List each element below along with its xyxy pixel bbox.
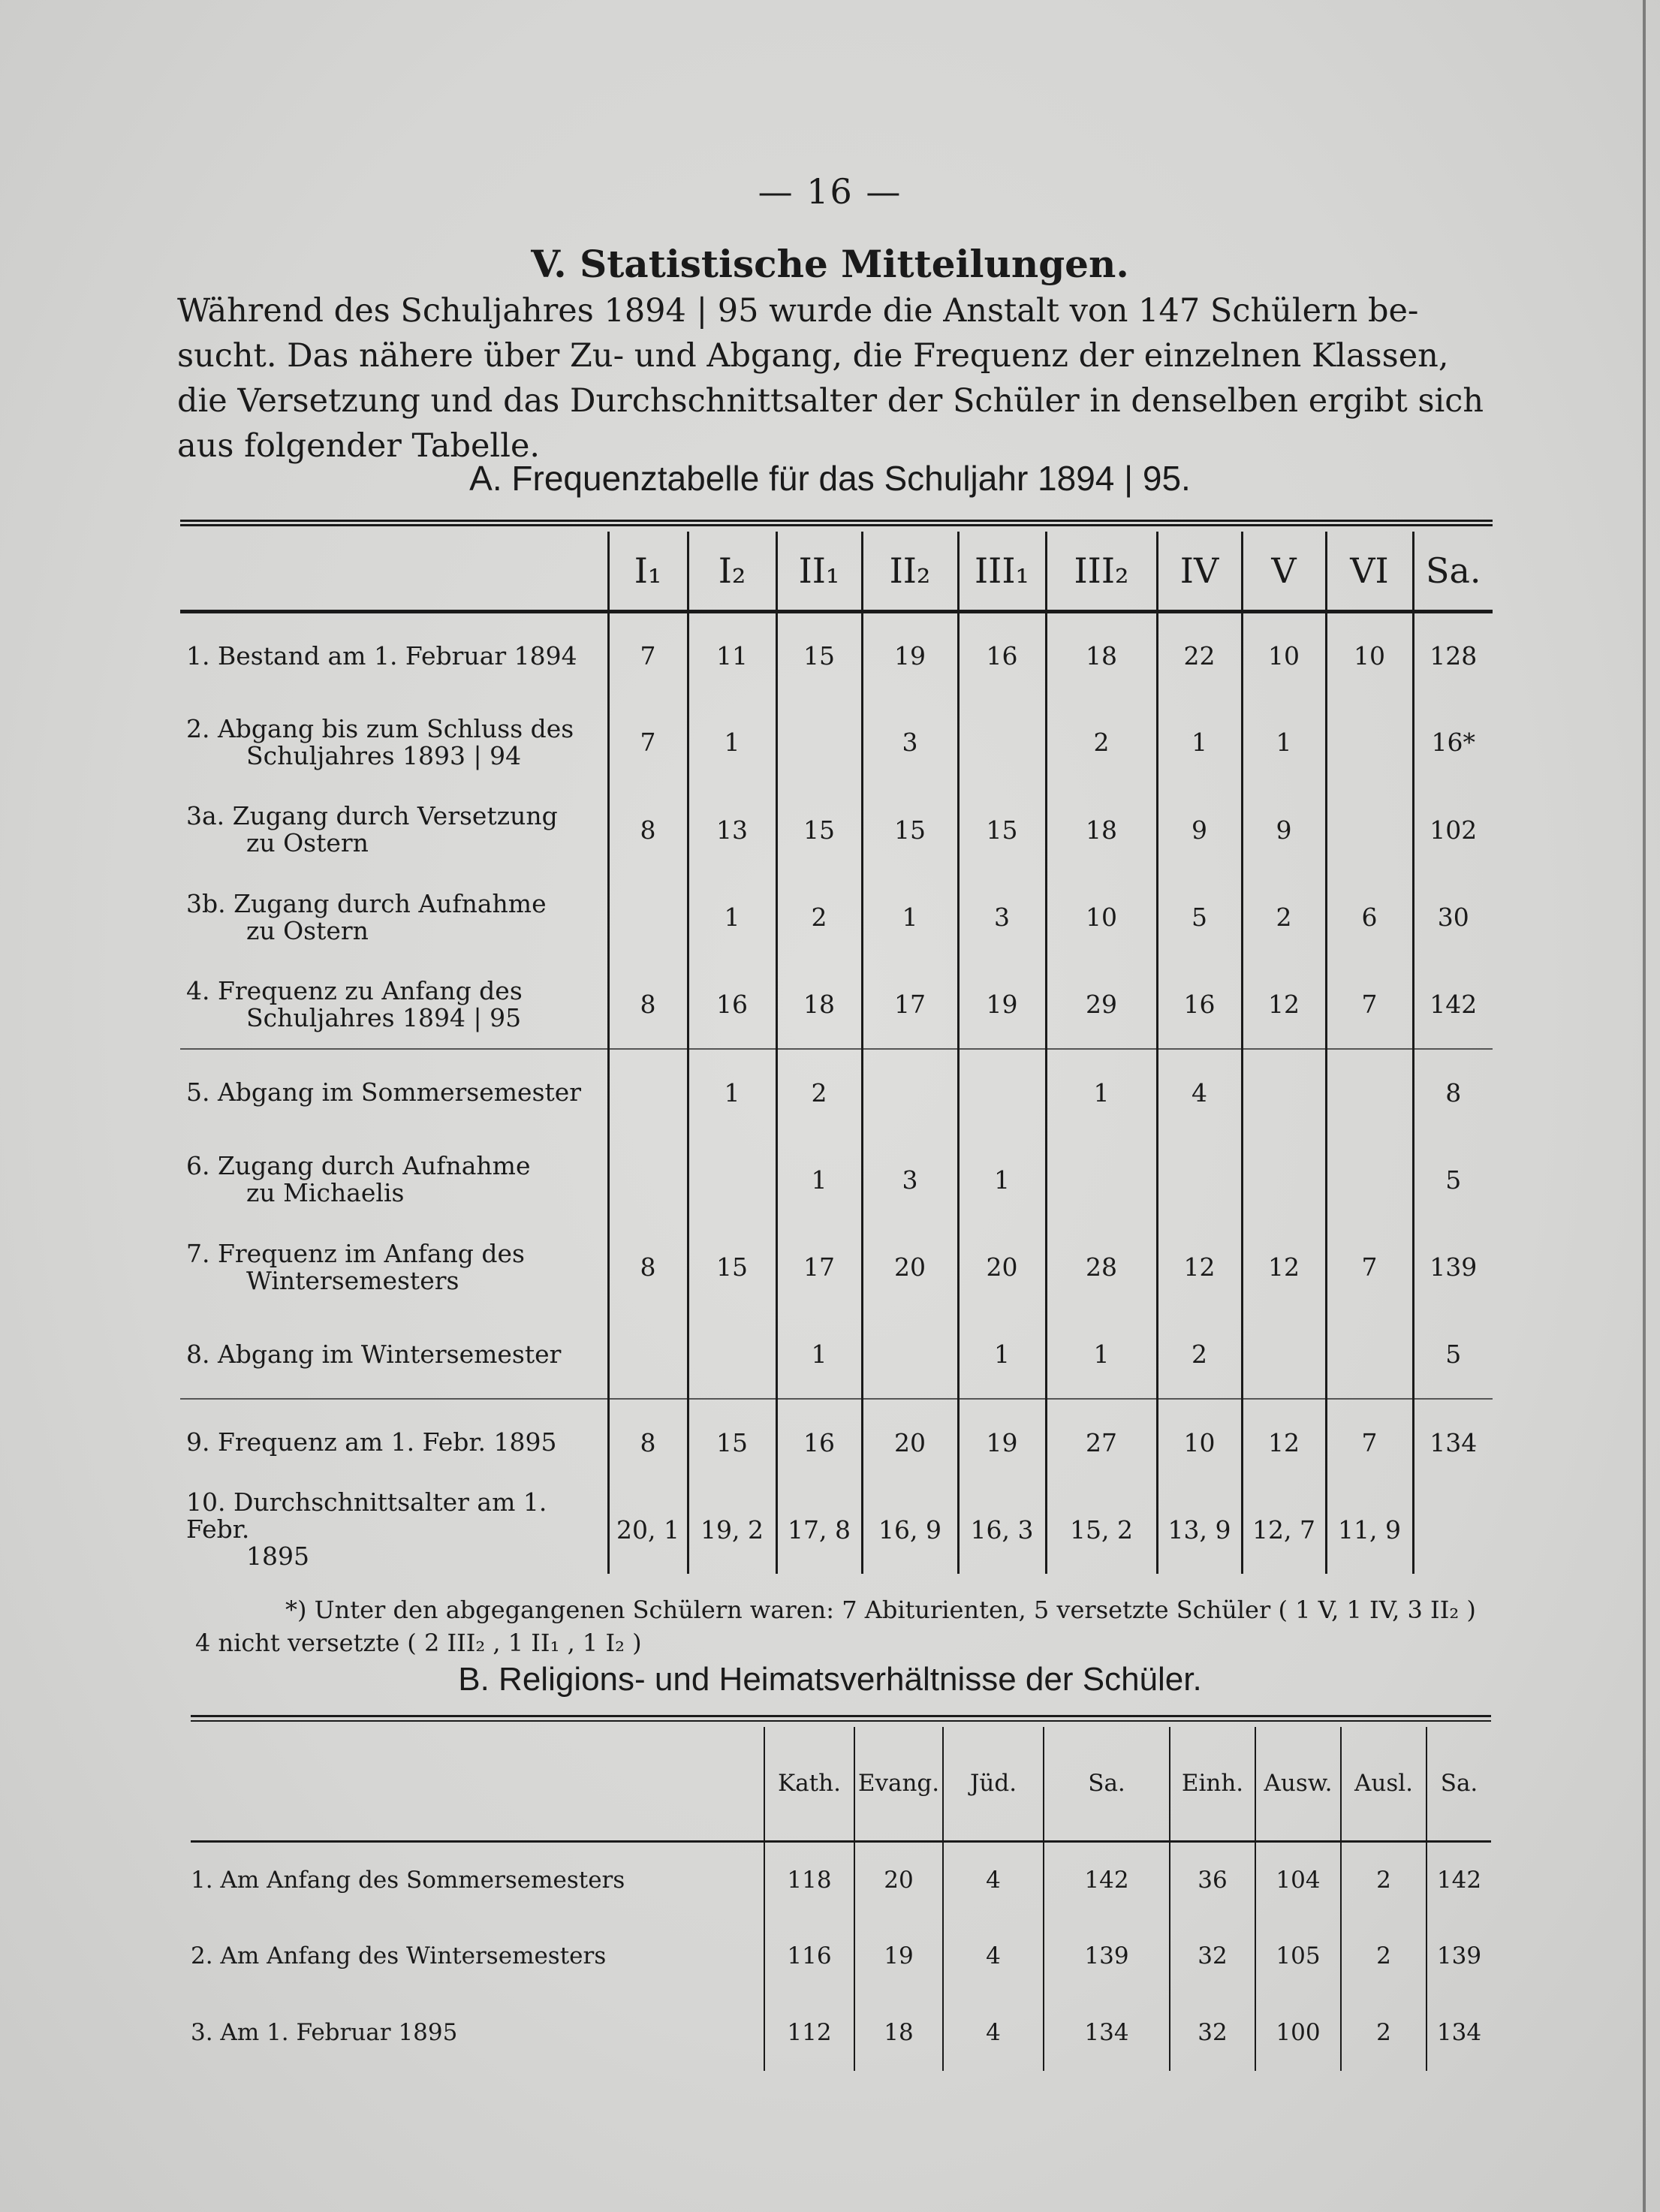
table-cell	[1242, 1311, 1326, 1399]
row-label	[180, 1136, 608, 1224]
table-cell: 1	[958, 1136, 1046, 1224]
table-cell: 32	[1170, 1918, 1255, 1994]
row-label-line: 5. Abgang im Sommersemester	[186, 1077, 582, 1108]
column-header: III₂	[1046, 532, 1157, 611]
table-row	[180, 961, 1493, 1049]
table-cell	[1242, 1049, 1326, 1137]
table-cell	[1326, 1049, 1413, 1137]
row-label-line: 9. Frequenz am 1. Febr. 1895	[186, 1427, 557, 1457]
table-b-top-rule-double	[191, 1720, 1491, 1722]
table-cell	[862, 1049, 958, 1137]
table-row	[180, 1311, 1493, 1399]
table-cell: 2	[776, 1049, 862, 1137]
table-cell: 32	[1170, 1994, 1255, 2071]
table-row	[180, 1049, 1493, 1137]
row-label: 2. Am Anfang des Wintersemesters	[191, 1942, 607, 1969]
row-label-line: zu Ostern	[246, 828, 369, 858]
table-cell: 19	[958, 961, 1046, 1049]
table-row	[180, 1399, 1493, 1487]
table-cell: 30	[1413, 874, 1493, 962]
table-cell: 16*	[1413, 699, 1493, 787]
table-cell: 5	[1413, 1311, 1493, 1399]
table-cell	[1242, 1136, 1326, 1224]
table-cell: 10	[1242, 611, 1326, 699]
table-row	[191, 1918, 1491, 1994]
table-cell: 116	[764, 1918, 854, 1994]
column-header: VI	[1326, 532, 1413, 611]
row-label	[180, 1486, 608, 1574]
table-cell: 7	[1326, 1399, 1413, 1487]
table-cell: 3	[862, 1136, 958, 1224]
table-cell: 1	[776, 1311, 862, 1399]
table-cell: 105	[1255, 1918, 1341, 1994]
intro-line: sucht. Das nähere über Zu- und Abgang, die Frequenz der einzelnen Klassen,	[177, 337, 1449, 375]
table-cell: 16	[1157, 961, 1242, 1049]
row-label	[180, 699, 608, 787]
table-cell: 102	[1413, 786, 1493, 874]
table-cell: 20, 1	[608, 1486, 688, 1574]
frequency-table	[180, 532, 1493, 1574]
intro-line: die Versetzung und das Durchschnittsalter der Schüler in denselben ergibt sich	[177, 382, 1484, 420]
table-row	[180, 874, 1493, 962]
column-header: V	[1242, 532, 1326, 611]
table-row	[180, 611, 1493, 699]
table-cell: 20	[862, 1399, 958, 1487]
column-header: II₂	[862, 532, 958, 611]
row-label: 3. Am 1. Februar 1895	[191, 2019, 458, 2046]
table-a-title: A. Frequenztabelle für das Schuljahr 1894 | 95.	[469, 459, 1191, 498]
table-cell: 28	[1046, 1224, 1157, 1312]
table-cell: 8	[608, 1399, 688, 1487]
table-cell: 134	[1044, 1994, 1170, 2071]
table-cell: 16, 9	[862, 1486, 958, 1574]
footnote-line: *) Unter den abgegangenen Schülern waren: 7 Abiturienten, 5 versetzte Schüler ( 1 V, 1 IV, 3 II₂ )	[285, 1596, 1476, 1624]
table-a-top-rule	[180, 520, 1493, 522]
table-cell: 4	[943, 1841, 1044, 1918]
row-label-line: 1. Bestand am 1. Februar 1894	[186, 640, 577, 671]
row-label-line: 4. Frequenz zu Anfang des	[186, 975, 523, 1005]
row-label-line: zu Michaelis	[246, 1178, 405, 1208]
table-cell	[862, 1311, 958, 1399]
table-cell: 6	[1326, 874, 1413, 962]
table-cell: 19, 2	[688, 1486, 776, 1574]
row-label	[180, 1224, 608, 1312]
row-label-line: 7. Frequenz im Anfang des	[186, 1238, 525, 1268]
column-header: III₁	[958, 532, 1046, 611]
table-cell: 15	[776, 611, 862, 699]
table-row	[191, 1994, 1491, 2071]
table-cell: 4	[943, 1918, 1044, 1994]
table-cell: 20	[958, 1224, 1046, 1312]
table-cell: 19	[854, 1918, 943, 1994]
table-cell: 2	[1341, 1994, 1427, 2071]
table-cell	[958, 699, 1046, 787]
table-row	[180, 786, 1493, 874]
table-row	[191, 1841, 1491, 1918]
table-cell: 8	[608, 961, 688, 1049]
table-cell: 15	[958, 786, 1046, 874]
table-cell: 17	[862, 961, 958, 1049]
religion-table	[191, 1727, 1491, 2071]
table-cell: 2	[1157, 1311, 1242, 1399]
table-cell: 142	[1413, 961, 1493, 1049]
row-label	[180, 786, 608, 874]
table-cell: 100	[1255, 1994, 1341, 2071]
table-cell: 15	[688, 1224, 776, 1312]
table-cell	[1326, 1136, 1413, 1224]
table-cell: 1	[1046, 1311, 1157, 1399]
table-cell: 12, 7	[1242, 1486, 1326, 1574]
table-cell: 22	[1157, 611, 1242, 699]
table-row	[180, 1224, 1493, 1312]
table-cell: 36	[1170, 1841, 1255, 1918]
table-cell: 139	[1413, 1224, 1493, 1312]
table-cell: 17	[776, 1224, 862, 1312]
intro-line: Während des Schuljahres 1894 | 95 wurde die Anstalt von 147 Schülern be-	[177, 292, 1419, 330]
row-label-line: Schuljahres 1893 | 94	[246, 740, 522, 770]
table-cell: 11	[688, 611, 776, 699]
table-cell: 13	[688, 786, 776, 874]
table-cell: 16, 3	[958, 1486, 1046, 1574]
table-cell: 12	[1242, 1224, 1326, 1312]
row-label-line: 3a. Zugang durch Versetzung	[186, 801, 558, 831]
table-cell	[1157, 1136, 1242, 1224]
page-number: — 16 —	[758, 171, 902, 212]
table-cell: 104	[1255, 1841, 1341, 1918]
table-cell: 1	[688, 699, 776, 787]
table-cell: 1	[1046, 1049, 1157, 1137]
table-cell: 19	[862, 611, 958, 699]
column-header: Kath.	[764, 1727, 854, 1841]
column-header: Ausl.	[1341, 1727, 1427, 1841]
row-label-line: 10. Durchschnittsalter am 1. Febr.	[186, 1487, 547, 1544]
table-cell: 10	[1326, 611, 1413, 699]
table-b-body	[191, 1841, 1491, 2071]
table-cell: 118	[764, 1841, 854, 1918]
table-cell: 27	[1046, 1399, 1157, 1487]
table-cell: 1	[1157, 699, 1242, 787]
table-cell: 1	[862, 874, 958, 962]
row-label-line: 3b. Zugang durch Aufnahme	[186, 888, 547, 918]
table-cell	[608, 1136, 688, 1224]
row-label	[180, 961, 608, 1049]
column-header: I₂	[688, 532, 776, 611]
row-label-line: 6. Zugang durch Aufnahme	[186, 1151, 531, 1181]
table-cell: 134	[1413, 1399, 1493, 1487]
table-cell: 15	[688, 1399, 776, 1487]
table-cell: 139	[1044, 1918, 1170, 1994]
row-label	[180, 1049, 608, 1137]
table-cell: 2	[1046, 699, 1157, 787]
header-label-cell	[180, 532, 608, 611]
table-cell: 7	[1326, 1224, 1413, 1312]
table-cell	[1326, 786, 1413, 874]
row-label: 1. Am Anfang des Sommersemesters	[191, 1866, 625, 1894]
table-cell	[776, 699, 862, 787]
footnote-line: 4 nicht versetzte ( 2 III₂ , 1 II₁ , 1 I₂ )	[195, 1629, 642, 1657]
table-cell	[608, 1049, 688, 1137]
table-cell: 20	[854, 1841, 943, 1918]
table-cell: 2	[1242, 874, 1326, 962]
row-label	[180, 1399, 608, 1487]
column-header: Jüd.	[943, 1727, 1044, 1841]
table-cell: 4	[943, 1994, 1044, 2071]
table-cell: 2	[1341, 1918, 1427, 1994]
table-cell: 29	[1046, 961, 1157, 1049]
table-b-title: B. Religions- und Heimatsverhältnisse der Schüler.	[458, 1661, 1202, 1698]
footnote	[195, 1593, 1487, 1659]
column-header: Sa.	[1427, 1727, 1491, 1841]
section-title: V. Statistische Mitteilungen.	[531, 242, 1129, 286]
table-cell: 112	[764, 1994, 854, 2071]
row-label-line: 8. Abgang im Wintersemester	[186, 1339, 562, 1369]
table-b-header-row	[191, 1727, 1491, 1841]
table-cell: 134	[1427, 1994, 1491, 2071]
table-cell: 142	[1044, 1841, 1170, 1918]
table-cell: 8	[608, 1224, 688, 1312]
table-cell: 13, 9	[1157, 1486, 1242, 1574]
table-a-body	[180, 611, 1493, 1574]
table-cell: 7	[608, 699, 688, 787]
table-cell: 7	[1326, 961, 1413, 1049]
table-cell	[1326, 699, 1413, 787]
column-header: Ausw.	[1255, 1727, 1341, 1841]
row-label	[180, 874, 608, 962]
table-cell: 1	[776, 1136, 862, 1224]
table-cell: 8	[608, 786, 688, 874]
table-cell	[1326, 1311, 1413, 1399]
column-header: Evang.	[854, 1727, 943, 1841]
table-cell: 12	[1242, 1399, 1326, 1487]
table-cell: 15	[776, 786, 862, 874]
intro-line: aus folgender Tabelle.	[177, 427, 541, 465]
table-cell: 16	[776, 1399, 862, 1487]
table-cell: 12	[1157, 1224, 1242, 1312]
table-cell: 3	[862, 699, 958, 787]
row-label	[180, 611, 608, 699]
table-a-top-rule-double	[180, 524, 1493, 526]
table-cell: 4	[1157, 1049, 1242, 1137]
row-label-line: zu Ostern	[246, 915, 369, 945]
table-cell	[688, 1136, 776, 1224]
table-cell	[688, 1311, 776, 1399]
table-cell: 16	[958, 611, 1046, 699]
column-header: Sa.	[1044, 1727, 1170, 1841]
column-header: I₁	[608, 532, 688, 611]
table-cell: 15	[862, 786, 958, 874]
table-b-top-rule	[191, 1715, 1491, 1717]
table-row	[180, 1136, 1493, 1224]
table-cell	[1413, 1486, 1493, 1574]
table-row	[180, 1486, 1493, 1574]
table-cell: 10	[1157, 1399, 1242, 1487]
table-cell: 1	[688, 1049, 776, 1137]
table-cell	[1046, 1136, 1157, 1224]
table-row	[180, 699, 1493, 787]
table-cell: 16	[688, 961, 776, 1049]
row-label-line: Schuljahres 1894 | 95	[246, 1002, 522, 1032]
table-cell: 2	[776, 874, 862, 962]
table-cell: 3	[958, 874, 1046, 962]
column-header: Einh.	[1170, 1727, 1255, 1841]
table-cell: 1	[688, 874, 776, 962]
table-cell: 18	[1046, 786, 1157, 874]
table-cell: 12	[1242, 961, 1326, 1049]
table-cell: 2	[1341, 1841, 1427, 1918]
header-label-cell	[191, 1727, 764, 1841]
row-label-line: 1895	[246, 1541, 309, 1572]
table-cell	[608, 874, 688, 962]
table-cell: 7	[608, 611, 688, 699]
table-cell: 15, 2	[1046, 1486, 1157, 1574]
table-cell: 5	[1157, 874, 1242, 962]
table-cell: 11, 9	[1326, 1486, 1413, 1574]
table-cell: 128	[1413, 611, 1493, 699]
table-a-header-row	[180, 532, 1493, 611]
table-cell: 20	[862, 1224, 958, 1312]
table-cell	[958, 1049, 1046, 1137]
table-cell: 139	[1427, 1918, 1491, 1994]
page-edge-shadow	[1643, 0, 1646, 2212]
table-cell: 18	[776, 961, 862, 1049]
column-header: Sa.	[1413, 532, 1493, 611]
table-cell: 5	[1413, 1136, 1493, 1224]
table-cell: 17, 8	[776, 1486, 862, 1574]
row-label-line: Wintersemesters	[246, 1265, 459, 1295]
table-cell: 9	[1242, 786, 1326, 874]
table-cell: 19	[958, 1399, 1046, 1487]
table-cell: 9	[1157, 786, 1242, 874]
row-label-line: 2. Abgang bis zum Schluss des	[186, 713, 574, 743]
table-cell: 8	[1413, 1049, 1493, 1137]
table-cell: 1	[958, 1311, 1046, 1399]
table-cell: 1	[1242, 699, 1326, 787]
column-header: IV	[1157, 532, 1242, 611]
table-cell: 142	[1427, 1841, 1491, 1918]
column-header: II₁	[776, 532, 862, 611]
row-label	[180, 1311, 608, 1399]
table-cell	[608, 1311, 688, 1399]
intro-paragraph	[177, 288, 1493, 469]
table-cell: 18	[854, 1994, 943, 2071]
table-cell: 18	[1046, 611, 1157, 699]
table-cell: 10	[1046, 874, 1157, 962]
